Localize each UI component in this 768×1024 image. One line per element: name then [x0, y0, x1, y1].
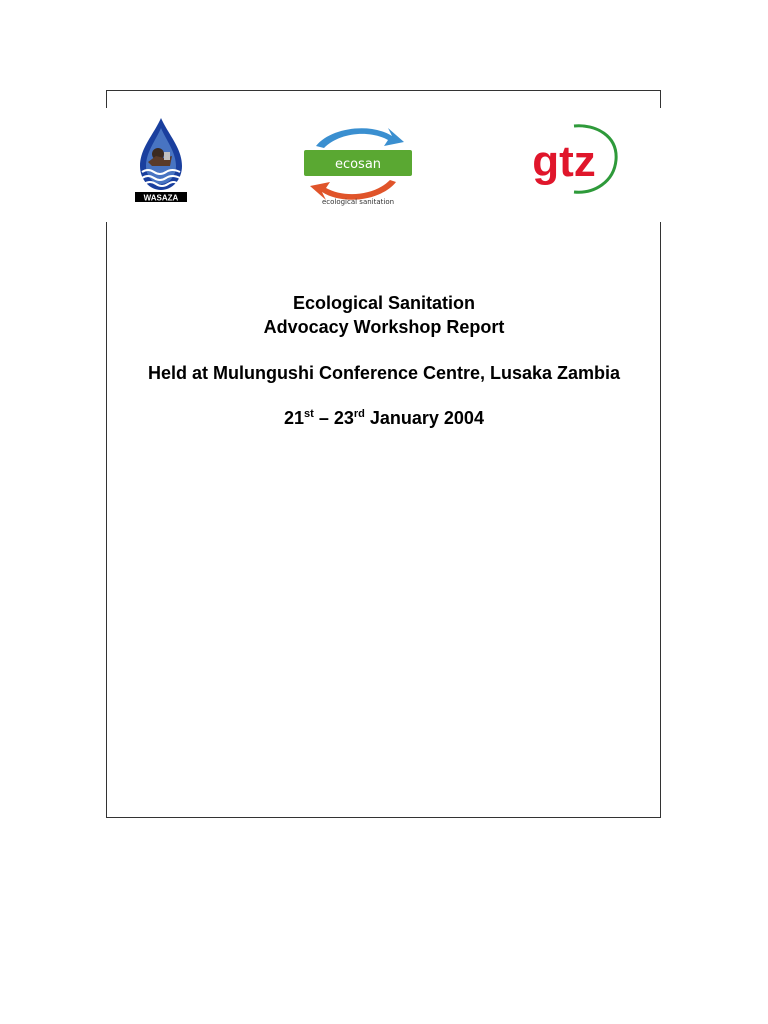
wasaza-logo	[134, 116, 188, 204]
date-end-day: 23	[333, 408, 354, 428]
report-title-line-2: Advocacy Workshop Report	[263, 317, 505, 337]
ecosan-logo	[300, 124, 418, 208]
venue-line: Held at Mulungushi Conference Centre, Lusaka Zambia	[147, 363, 621, 383]
ecosan-logo-text: ecosan	[334, 157, 382, 172]
wasaza-logo-text: WASAZA	[143, 193, 179, 203]
gtz-logo	[516, 122, 620, 198]
date-rest: January 2004	[364, 408, 484, 428]
date-start-suffix: st	[304, 408, 314, 420]
gtz-icon	[516, 122, 620, 198]
date-line	[106, 406, 662, 430]
wasaza-water-drop-icon	[134, 116, 188, 204]
date-separator: –	[313, 408, 334, 428]
date-end-suffix: rd	[353, 408, 365, 420]
date-start-day: 21	[284, 408, 305, 428]
gtz-logo-text: gtz	[532, 137, 596, 186]
ecosan-cycle-icon	[300, 124, 418, 208]
report-title-line-1: Ecological Sanitation	[292, 293, 476, 313]
ecosan-tagline: ecological sanitation	[321, 198, 395, 206]
